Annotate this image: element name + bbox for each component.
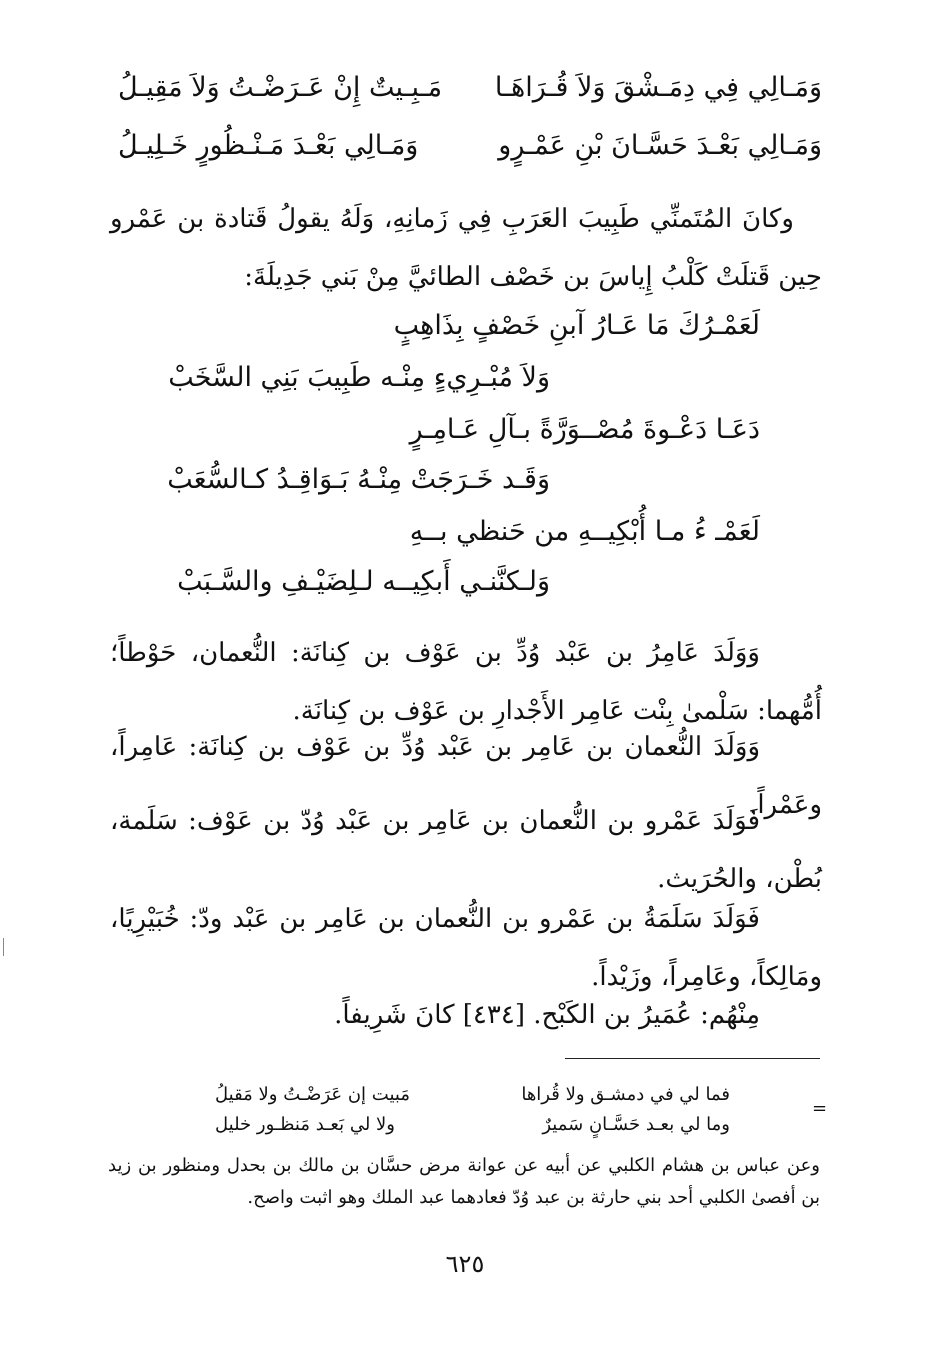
footnote-separator	[565, 1058, 820, 1059]
poem1-line1-first-hemistich: وَمَـالِي فِي دِمَـشْقَ وَلاَ قُـرَاهَـا	[494, 72, 822, 103]
poem1-line1-second-hemistich: مَـبِـيتٌ إِنْ عَـرَضْـتُ وَلاَ مَقِيـلُ	[118, 72, 443, 103]
footnote-verse2-first-hemistich: وما لي بعـد حَسَّـانٍ سَميرٌ	[542, 1114, 730, 1135]
paragraph-3: وَوَلَدَ النُّعمان بن عَامِر بن عَبْد وُدِّ بن عَوْف بن كِنانَة: عَامِراً، وعَمْراً.	[110, 732, 822, 820]
poem2-line-3: دَعَـا دَعْـوةَ مُصْــوَرَّةً بـآلِ عَـامِـرٍ	[409, 414, 760, 445]
poem2-line-1: لَعَمْـرُكَ مَا عَـارُ آبنِ خَصْفٍ بِذَاهِبٍ	[393, 310, 760, 341]
poem2-line-5: لَعَمْـ ءُ مـا أُبْكِيــهِ من حَنظي بــهِ	[409, 516, 760, 547]
paragraph-5: فَوَلَدَ سَلَمَةُ بن عَمْرو بن النُّعمان بن عَامِر بن عَبْد ودّ: خُبَيْرِيًا، ومَالِكاً، وعَامِراً، وزَيْداً.	[110, 904, 822, 992]
poem2-line-4: وَقَـد خَـرَجَتْ مِنْـهُ بَـوَاقِـدُ كـالسُّعَبْ	[167, 464, 550, 495]
paragraph-6: مِنْهُم: عُمَيرُ بن الكَبْح. [٤٣٤] كانَ شَرِيفاً.	[334, 1000, 760, 1030]
paragraph-4: فَوَلَدَ عَمْرو بن النُّعمان بن عَامِر بن عَبْد وُدّ بن عَوْف: سَلَمة، بُطْن، والحُرَيث.	[110, 806, 822, 894]
poem2-line-6: وَلـكنَّنـي أَبكِيــه لـلِضَيْـفِ والسَّـبَبْ	[177, 566, 550, 597]
poem1-line2-first-hemistich: وَمَـالِي بَعْـدَ حَسَّـانَ بْنِ عَمْـرٍو	[498, 130, 822, 161]
poem1-line2-second-hemistich: وَمَـالِي بَعْـدَ مَـنْـظُورٍ خَـلِيـلُ	[118, 130, 419, 161]
footnote-verse1-second-hemistich: مَبيت إن عَرَضْـتُ ولا مَقيلُ	[215, 1084, 410, 1105]
poem2-line-2: وَلاَ مُبْـرِيءٍ مِنْـه طَبِيبَ بَنِي السَّخَبْ	[168, 362, 550, 393]
page-number: ٦٢٥	[445, 1250, 485, 1278]
footnote-verse2-second-hemistich: ولا لي بَعـد مَنظـور خليل	[215, 1114, 395, 1135]
footnote-continuation-mark: =	[812, 1098, 828, 1119]
footnote-prose: وعن عباس بن هشام الكلبي عن أبيه عن عوانة مرض حسَّان بن مالك بن بحدل ومنظور بن زيد بن أفصىٰ الكلبي أحد بني حارثة بن عبد وُدّ فعادهما عبد الملك وهو اثبت واصح.	[108, 1155, 820, 1208]
paragraph-2: وَوَلَدَ عَامِرُ بن عَبْد وُدِّ بن عَوْف بن كِنانَة: النُّعمان، حَوْطاً؛ أُمُّهما: سَلْمىٰ بِنْت عَامِر الأَجْدارِ بن عَوْف بن كِنانَة.	[110, 638, 822, 726]
paragraph-1: وكانَ المُتَمنِّي طَبِيبَ العَرَبِ فِي زَمانِهِ، وَلَهُ يقولُ قَتادة بن عَمْرو حِين قَتلَتْ كَلْبُ إِياسَ بن خَصْف الطائيَّ مِنْ بَني جَدِيلَةَ:	[110, 204, 822, 292]
margin-mark	[3, 938, 4, 956]
footnote-verse1-first-hemistich: فما لي في دمشـق ولا قُراها	[521, 1084, 730, 1105]
